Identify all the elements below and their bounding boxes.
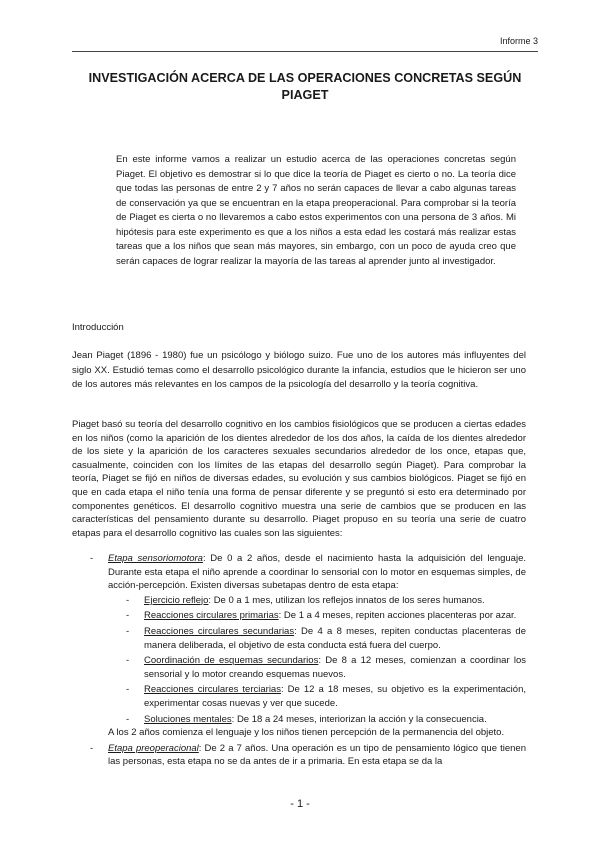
stage-item-preoperacional <box>72 742 526 769</box>
section-heading-introduccion: Introducción <box>72 322 124 333</box>
substage-name: Ejercicio reflejo <box>144 594 209 606</box>
substage-text: : De 4 a 8 meses, repiten conductas placenteras de manera deliberada, el objetivo de esta conducta está fuera del cuerpo. <box>144 625 526 651</box>
list-dash: - <box>126 594 130 606</box>
substage-name: Reacciones circulares terciarias <box>144 684 281 696</box>
substage-name: Coordinación de esquemas secundarios <box>144 655 319 667</box>
header-label: Informe 3 <box>499 36 538 46</box>
stages-list <box>72 552 526 769</box>
stage-item-sensoriomotora <box>72 552 526 740</box>
intro-paragraph-2: Piaget basó su teoría del desarrollo cognitivo en los cambios fisiológicos que se producen a ciertas edades en los niños (como la aparición de los dientes alrededor de los dos años, la caída de los dientes alrededor de los siete y la aparición de los caracteres sexuales secundarios alrededor de los once, etapas que, casualmente, coinciden con los límites de las etapas del desarrollo según Piaget). Para comprobar la teoría, Piaget se fijó en niños de diversas edades, su evolución y sus cambios biológicos. Piaget se fijó en que en cada etapa el niño tenía una forma de pensar diferente y se preguntó si esto era determinado por componentes genéticos. El desarrollo cognitivo muestra una serie de cambios que se producen en las características del pensamiento durante su desarrollo. Piaget propuso en su teoría una serie de cuatro etapas para el desarrollo cognitivo las cuales son las siguientes: <box>72 419 526 539</box>
list-dash: - <box>126 684 130 696</box>
list-dash: - <box>126 610 130 622</box>
stage-name: Etapa sensoriomotora <box>108 553 203 564</box>
header-divider <box>72 51 538 52</box>
stage-note: A los 2 años comienza el lenguaje y los niños tienen percepción de la permanencia del objeto. <box>108 727 505 739</box>
substages-list <box>108 594 526 726</box>
substage-name: Reacciones circulares secundarias <box>144 625 295 637</box>
stage-text: : De 2 a 7 años. Una operación es un tipo de pensamiento lógico que tienen las personas, esta etapa no se da antes de ir a primaria. En esta etapa se da la <box>108 742 526 768</box>
list-dash: - <box>126 655 130 667</box>
list-dash: - <box>90 742 94 754</box>
list-dash: - <box>90 553 94 564</box>
substage-text: : De 1 a 4 meses, repiten acciones placenteras por azar. <box>278 610 517 622</box>
substage-name: Reacciones circulares primarias <box>144 610 279 622</box>
stage-name: Etapa preoperacional <box>108 742 199 754</box>
substage-item <box>126 683 526 710</box>
substage-text: : De 12 a 18 meses, su objetivo es la experimentación, experimentar cosas nuevas y ver que sucede. <box>144 684 527 709</box>
intro-paragraph-1: Jean Piaget (1896 - 1980) fue un psicólogo y biólogo suizo. Fue uno de los autores más influyentes del siglo XX. Estudió temas como el desarrollo psicológico durante la infancia, estudios que le hicieron ser uno de los autores más relevantes en los campos de la psicología del desarrollo y la teoría cognitiva. <box>72 350 526 390</box>
substage-name: Soluciones mentales <box>144 713 232 725</box>
substage-text: : De 8 a 12 meses, comienzan a coordinar los sensorial y lo motor creando esquemas nuevos. <box>144 655 526 680</box>
list-dash: - <box>126 625 130 637</box>
abstract-paragraph: En este informe vamos a realizar un estudio acerca de las operaciones concretas según Piaget. El objetivo es demostrar si lo que dice la teoría de Piaget es cierto o no. La teoría dice que todas las personas de entre 2 y 7 años no serán capaces de llevar a cabo algunas tareas de conservación ya que se encuentran en la etapa preoperacional. Para comprobar si la teoría de Piaget es cierta o no llevaremos a cabo estos experimentos con una persona de 3 años. Mi hipótesis para este experimento es que a los niños a esta edad les costará más realizar estas tareas que a los niños que sean más mayores, sin embargo, con un poco de ayuda creo que serán capaces de lograr realizar la mayoría de las tareas al aprender junto al investigador. <box>116 154 516 267</box>
document-title: INVESTIGACIÓN ACERCA DE LAS OPERACIONES CONCRETAS SEGÚN PIAGET <box>88 71 522 102</box>
substage-text: : De 0 a 1 mes, utilizan los reflejos innatos de los seres humanos. <box>208 594 485 606</box>
substage-item <box>126 609 526 623</box>
substage-item <box>126 594 526 608</box>
substage-item <box>126 654 526 681</box>
page-number: - 1 - <box>290 798 310 810</box>
substage-item <box>126 625 526 652</box>
substage-text: : De 18 a 24 meses, interiorizan la acción y la consecuencia. <box>231 713 487 725</box>
list-dash: - <box>126 713 130 725</box>
stage-text: : De 0 a 2 años, desde el nacimiento hasta la adquisición del lenguaje. Durante esta etapa el niño aprende a coordinar lo sensorial con lo motor en esquemas simples, de acción-percepción. Existen diversas subetapas dentro de esta etapa: <box>108 553 526 592</box>
substage-item <box>126 713 526 727</box>
